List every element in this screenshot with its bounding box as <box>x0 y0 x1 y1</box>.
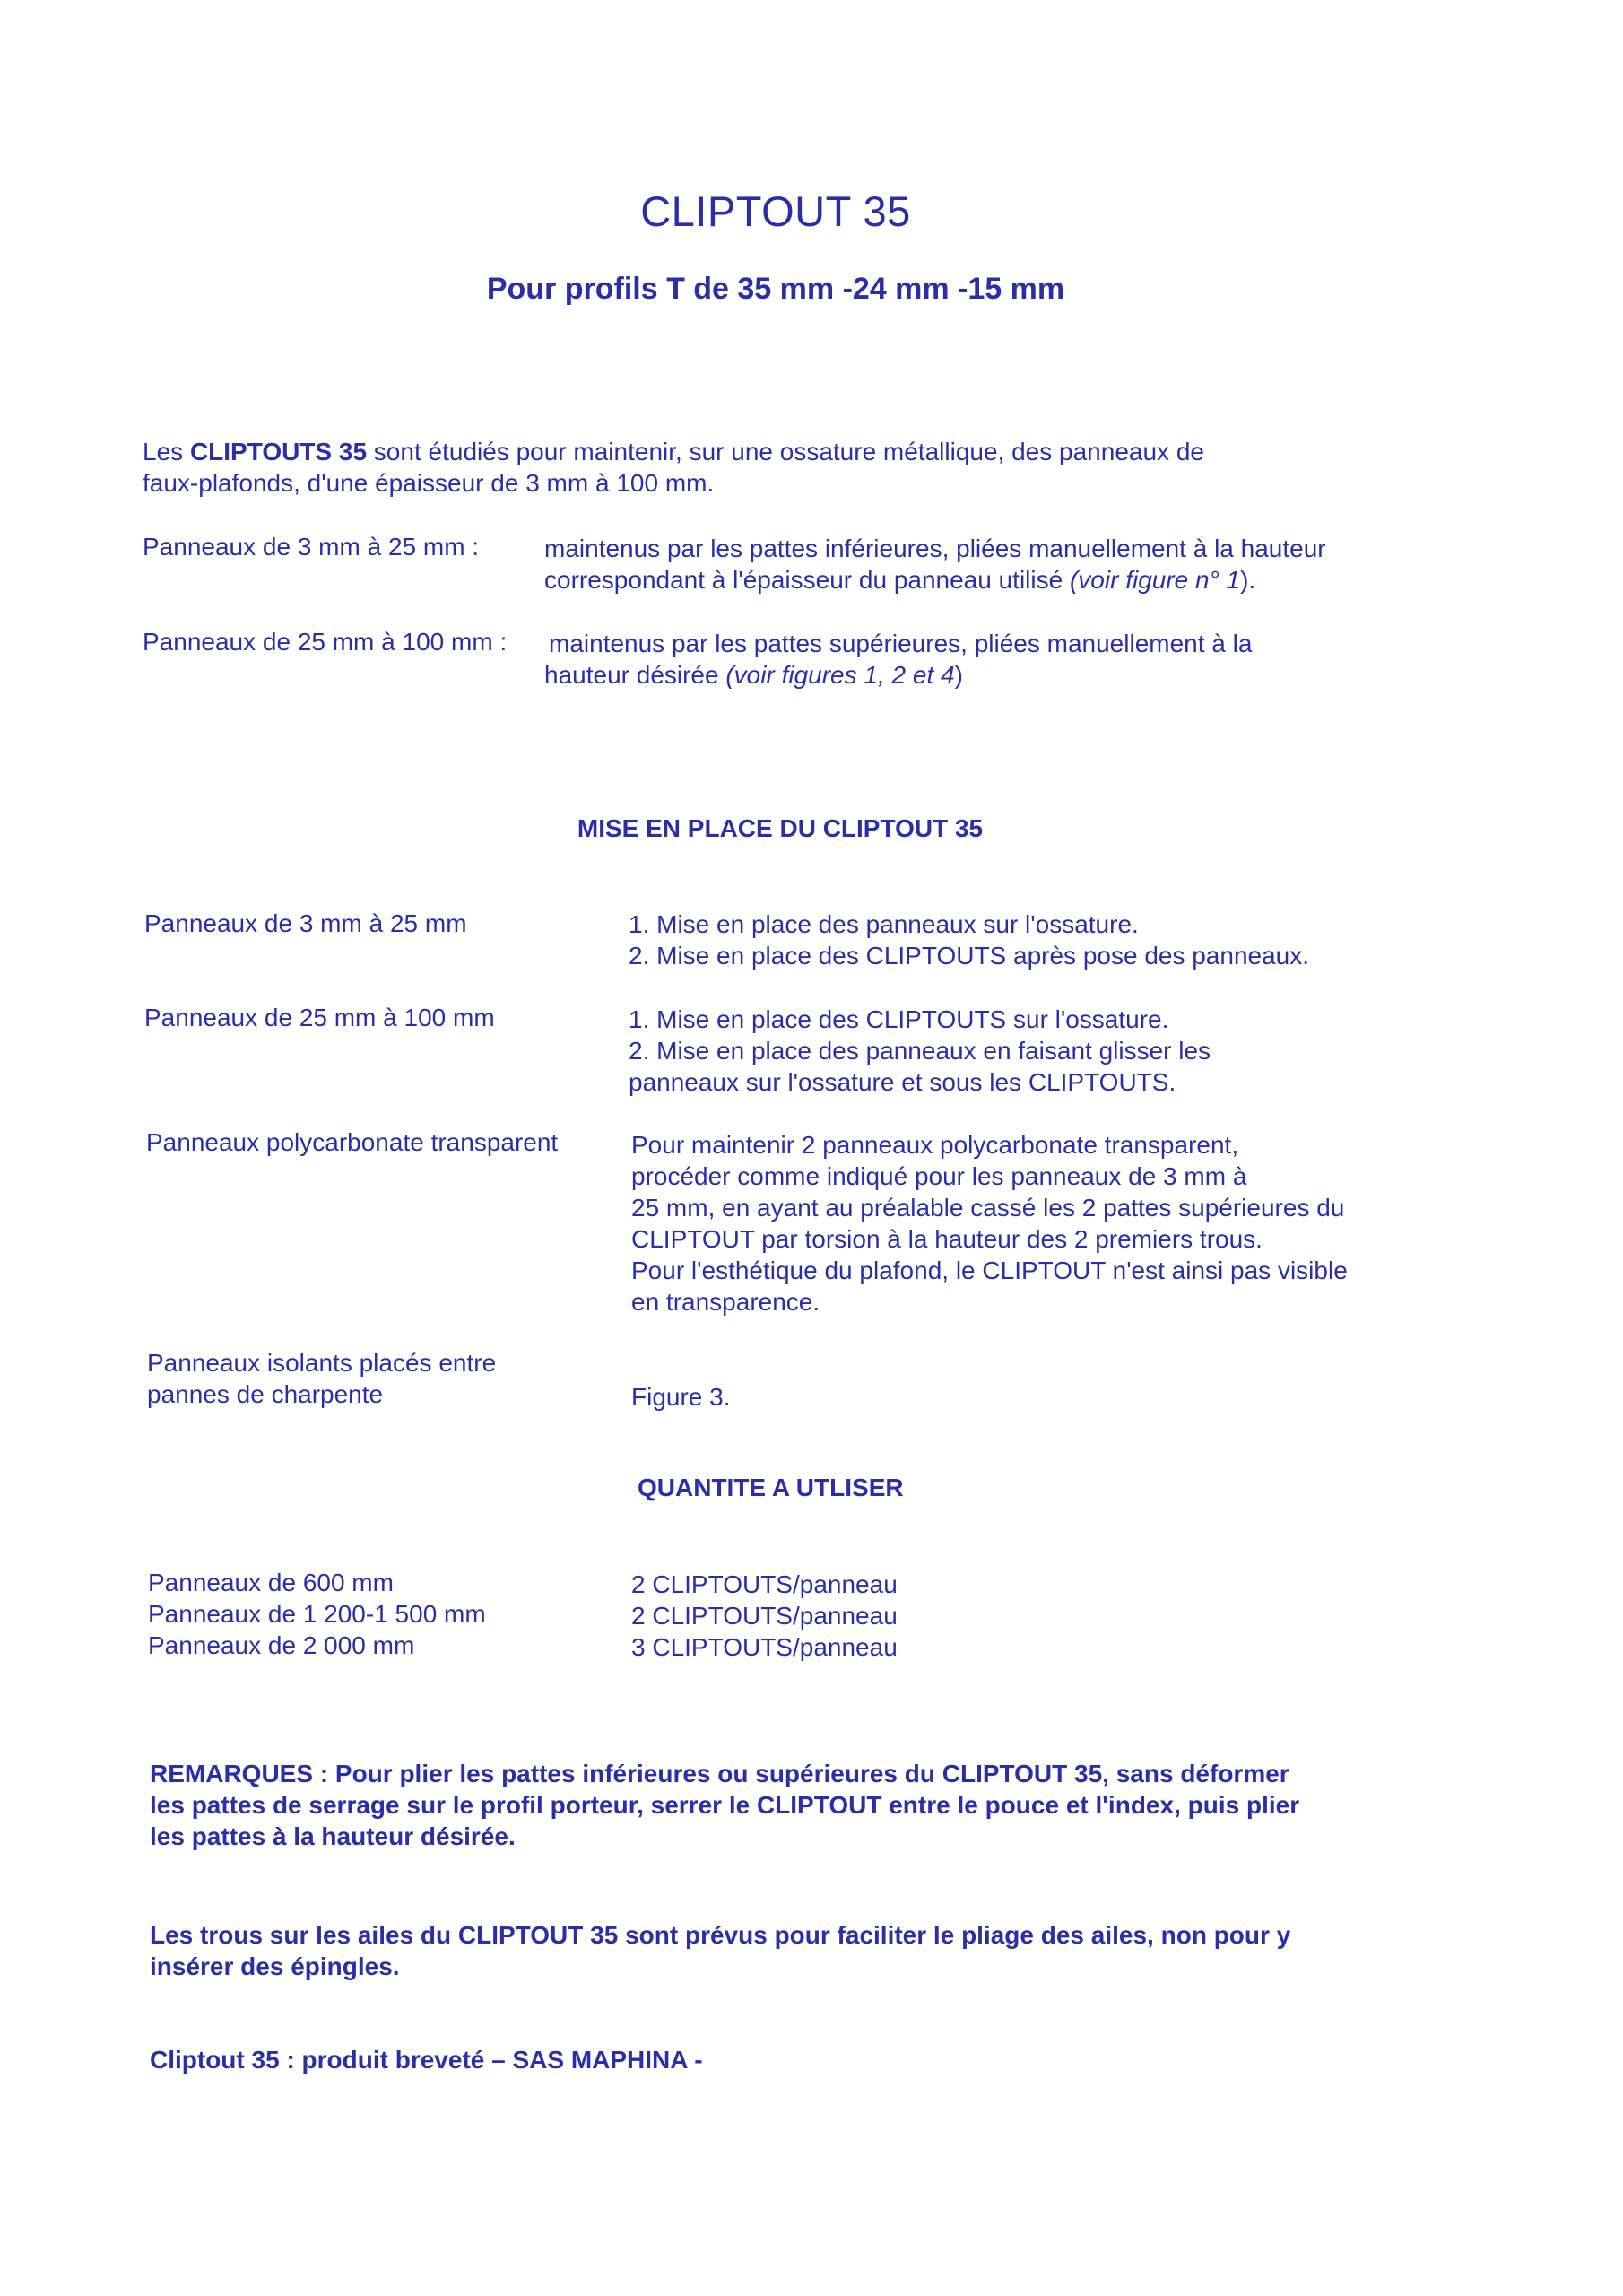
range-desc-1-line-1: maintenus par les pattes inférieures, pliées manuellement à la hauteur <box>544 535 1326 562</box>
quantity-heading: QUANTITE A UTLISER <box>638 1474 904 1501</box>
intro-line-1: Les CLIPTOUTS 35 sont étudiés pour maintenir, sur une ossature métallique, des panneaux de <box>143 438 1204 465</box>
quantity-panel-1: Panneaux de 600 mm <box>148 1569 394 1596</box>
intro-product-name: CLIPTOUTS 35 <box>189 438 368 465</box>
install-label-2: Panneaux de 25 mm à 100 mm <box>144 1004 495 1031</box>
install-label-4-line-1: Panneaux isolants placés entre <box>147 1349 497 1377</box>
install-label-1: Panneaux de 3 mm à 25 mm <box>144 909 467 937</box>
range-label-2: Panneaux de 25 mm à 100 mm : <box>143 628 508 656</box>
install-label-3: Panneaux polycarbonate transparent <box>146 1128 559 1156</box>
install-step-1-1: 1. Mise en place des panneaux sur l'ossature. <box>629 910 1139 938</box>
remark-line-2: les pattes de serrage sur le profil porteur, serrer le CLIPTOUT entre le pouce et l'index, puis plier <box>150 1791 1300 1819</box>
range-desc-1-line-2: correspondant à l'épaisseur du panneau utilisé (voir figure n° 1). <box>544 566 1256 594</box>
install-step-3-2: procéder comme indiqué pour les panneaux de 3 mm à <box>631 1162 1247 1190</box>
install-step-3-1: Pour maintenir 2 panneaux polycarbonate transparent, <box>631 1131 1239 1159</box>
install-step-3-6: en transparence. <box>631 1288 820 1316</box>
remark-line-3: les pattes à la hauteur désirée. <box>150 1822 516 1850</box>
patent-footer: Cliptout 35 : produit breveté – SAS MAPHINA - <box>150 2046 703 2074</box>
install-step-2-3: panneaux sur l'ossature et sous les CLIPTOUTS. <box>629 1068 1176 1096</box>
document-subtitle: Pour profils T de 35 mm -24 mm -15 mm <box>486 272 1065 306</box>
install-step-1-2: 2. Mise en place des CLIPTOUTS après pose des panneaux. <box>629 942 1310 970</box>
install-step-3-3: 25 mm, en ayant au préalable cassé les 2 pattes supérieures du <box>631 1194 1345 1222</box>
holes-note-line-2: insérer des épingles. <box>150 1952 400 1980</box>
holes-note-line-1: Les trous sur les ailes du CLIPTOUT 35 sont prévus pour faciliter le pliage des ailes, non pour y <box>150 1921 1291 1949</box>
intro-line-2: faux-plafonds, d'une épaisseur de 3 mm à 100 mm. <box>143 469 715 497</box>
install-step-3-5: Pour l'esthétique du plafond, le CLIPTOUT n'est ainsi pas visible <box>631 1257 1348 1284</box>
quantity-panel-3: Panneaux de 2 000 mm <box>148 1631 415 1659</box>
quantity-panel-2: Panneaux de 1 200-1 500 mm <box>148 1600 486 1628</box>
install-step-2-1: 1. Mise en place des CLIPTOUTS sur l'ossature. <box>629 1005 1169 1033</box>
quantity-value-3: 3 CLIPTOUTS/panneau <box>631 1633 898 1661</box>
quantity-value-1: 2 CLIPTOUTS/panneau <box>631 1570 898 1598</box>
install-label-4-line-2: pannes de charpente <box>147 1380 384 1408</box>
quantity-value-2: 2 CLIPTOUTS/panneau <box>631 1602 898 1630</box>
document-title: CLIPTOUT 35 <box>640 187 911 235</box>
remark-line-1: REMARQUES : Pour plier les pattes inférieures ou supérieures du CLIPTOUT 35, sans déformer <box>150 1760 1289 1787</box>
install-step-3-4: CLIPTOUT par torsion à la hauteur des 2 premiers trous. <box>631 1225 1263 1253</box>
install-step-4-1: Figure 3. <box>631 1383 731 1411</box>
install-step-2-2: 2. Mise en place des panneaux en faisant glisser les <box>629 1037 1211 1065</box>
range-desc-2-line-2: hauteur désirée (voir figures 1, 2 et 4) <box>544 661 963 689</box>
installation-heading: MISE EN PLACE DU CLIPTOUT 35 <box>577 814 984 842</box>
range-desc-2-line-1: maintenus par les pattes supérieures, pliées manuellement à la <box>549 630 1253 657</box>
range-label-1: Panneaux de 3 mm à 25 mm : <box>143 533 480 561</box>
